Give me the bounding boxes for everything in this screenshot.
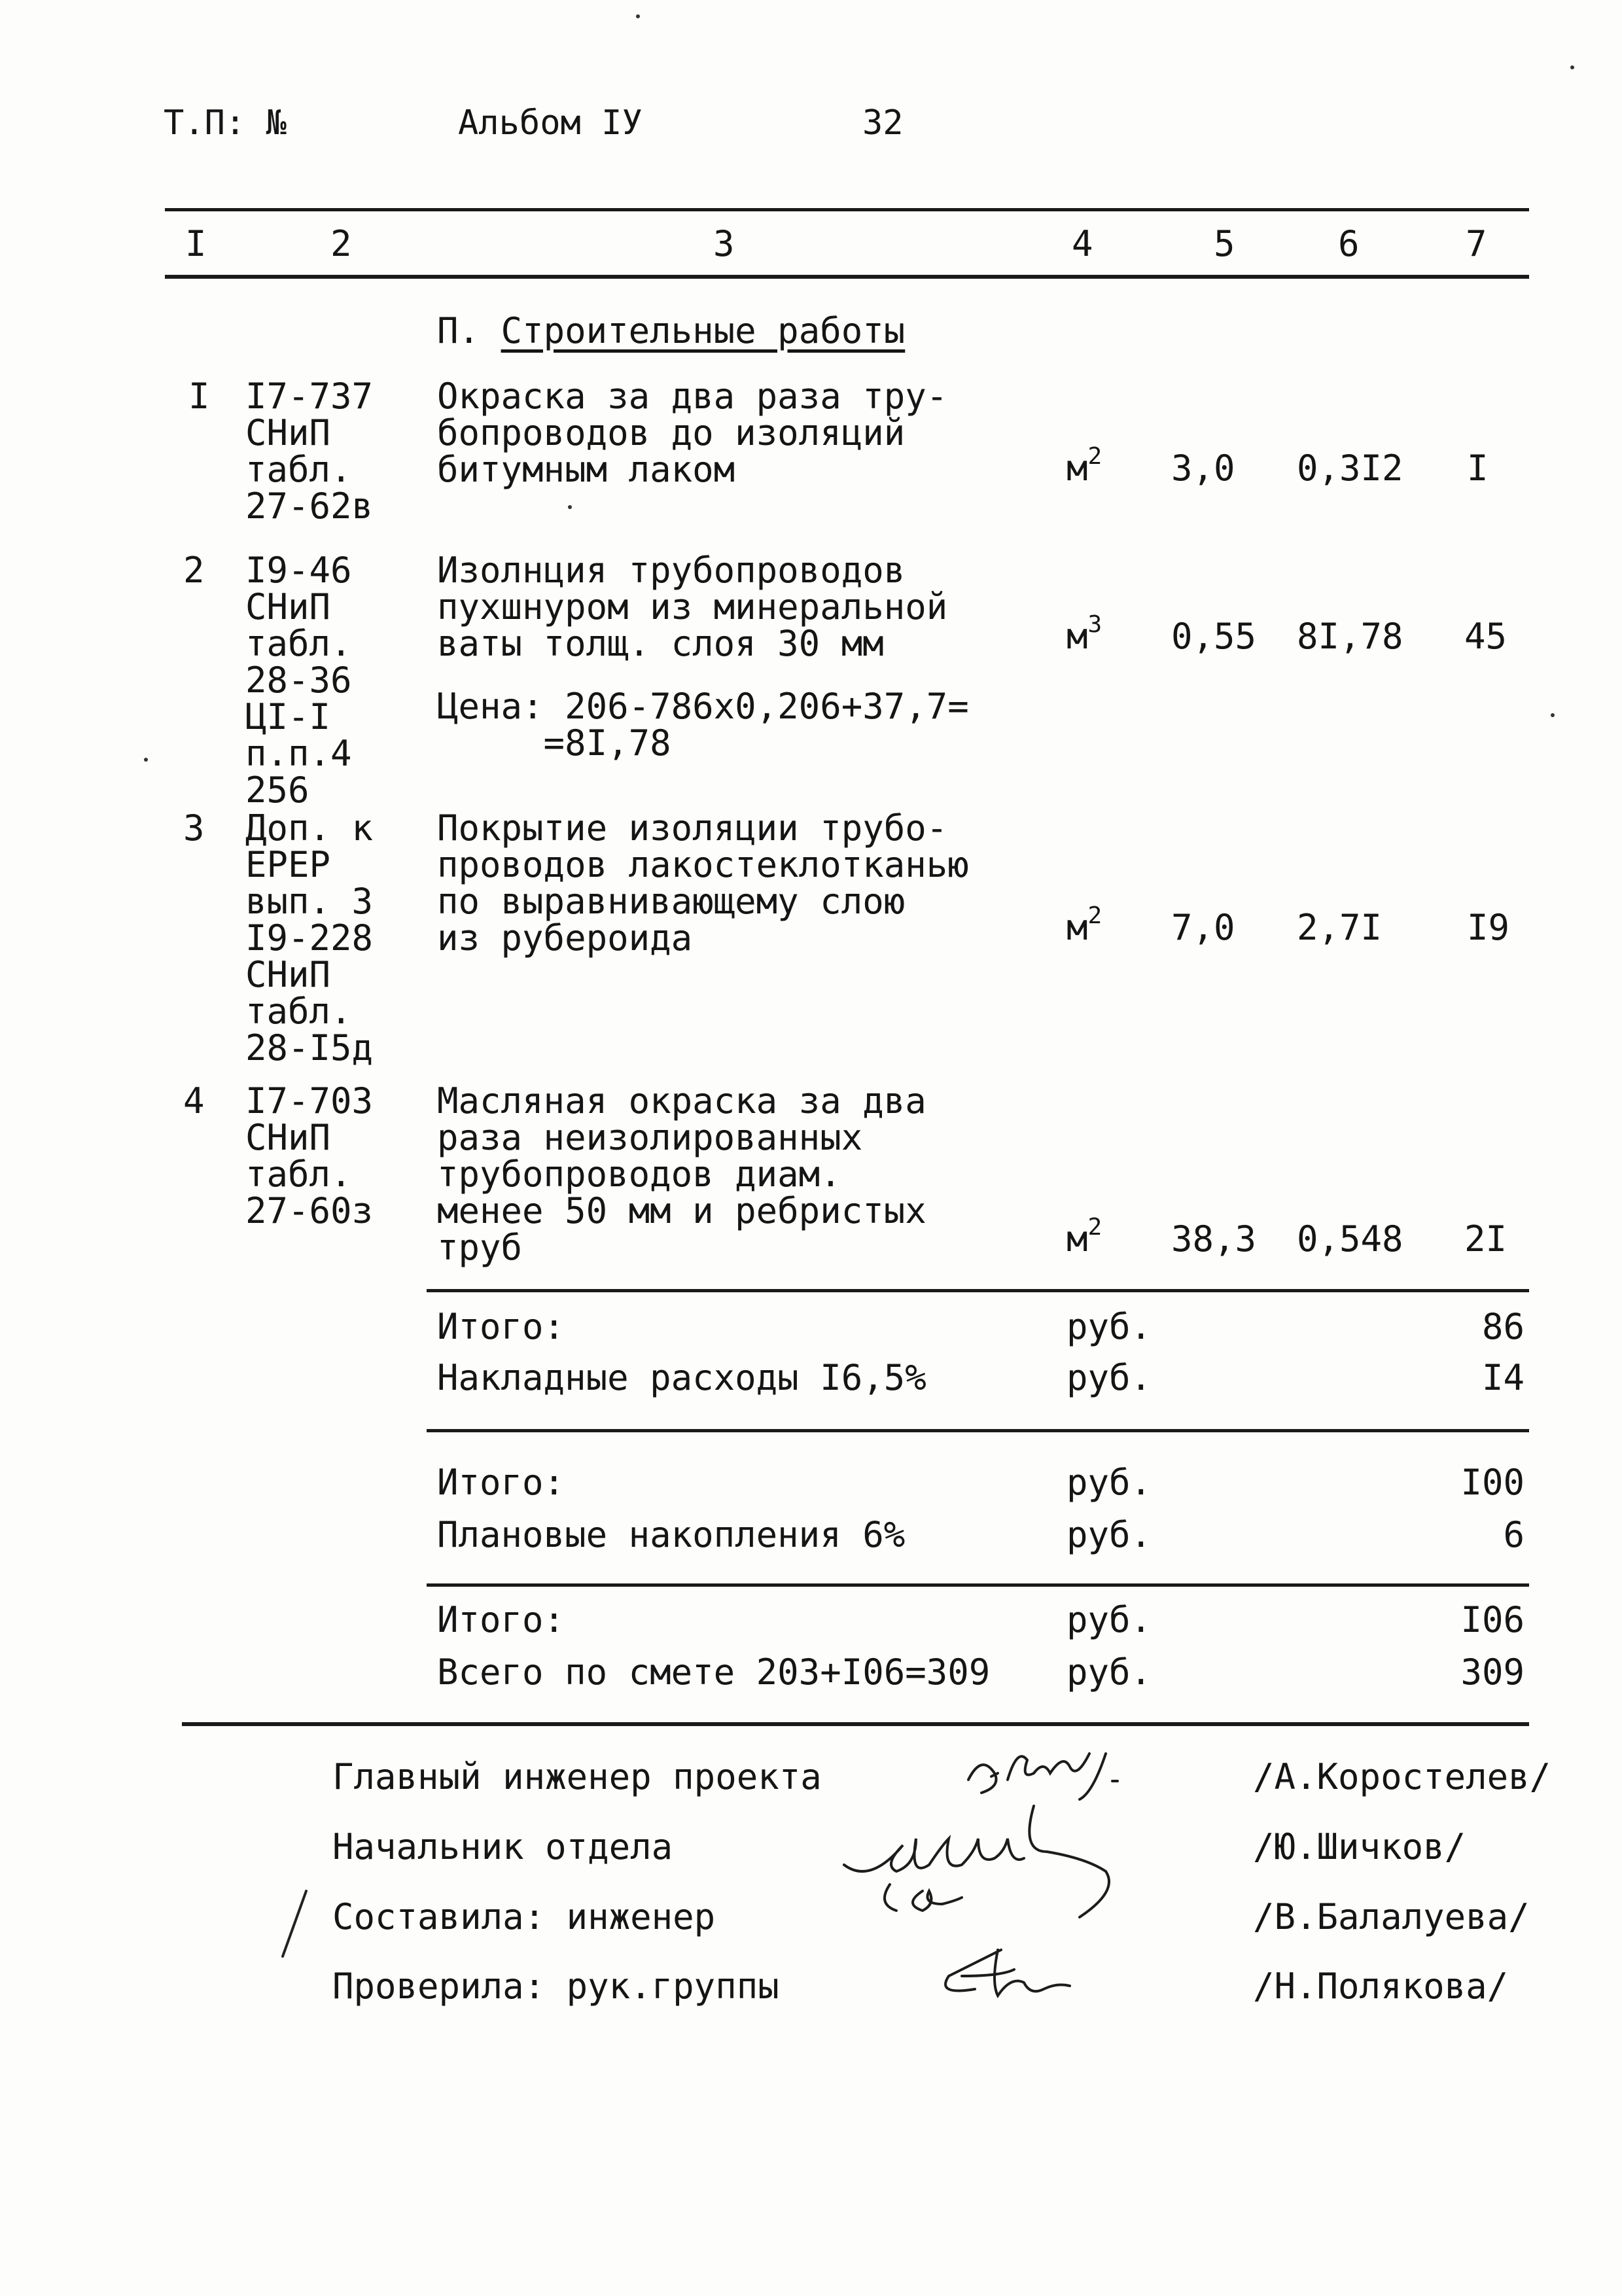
row-2-price: 8I,78 [1297,616,1403,657]
signature-role-1: Главный инженер проекта [332,1756,822,1797]
unit-exponent: 3 [1087,611,1102,638]
unit-exponent: 2 [1087,443,1102,470]
row-2-price-note: Цена: 206-786х0,206+37,7= =8I,78 [437,686,969,764]
totals-unit-4: руб. [1067,1514,1152,1555]
signature-role-2: Начальник отдела [332,1826,673,1867]
totals-value-6: 309 [1460,1651,1525,1693]
row-3-number: 3 [183,807,205,849]
row-2-unit [1067,611,1102,657]
row-3-description: Покрытие изоляции трубо- проводов лакостеклотканью по выравнивающему слою из рубероида [437,807,969,959]
signature-name-3: /В.Балалуева/ [1253,1896,1530,1937]
signature-mark-1 [968,1754,1118,1799]
unit-text: м [1067,907,1088,948]
totals-rule-3 [427,1583,1529,1587]
row-3-reference: Доп. к ЕРЕР вып. 3 I9-228 СНиП табл. 28-I5д [245,807,374,1069]
unit-text: м [1067,1218,1088,1260]
row-1-unit [1067,443,1102,489]
totals-value-3: I00 [1460,1462,1525,1503]
unit-text: м [1067,448,1088,489]
table-header-rule [165,275,1529,279]
table-top-rule [165,208,1529,211]
bottom-rule [182,1722,1529,1726]
row-2-number: 2 [183,550,205,591]
row-1-description: Окраска за два раза тру- бопроводов до изоляций битумным лаком [437,376,948,490]
scan-speck [568,505,572,509]
row-3-unit [1067,902,1102,948]
totals-rule-1 [427,1289,1529,1292]
scan-speck [1570,65,1574,69]
row-1-total: I [1467,448,1489,489]
signature-role-4: Проверила: рук.группы [332,1966,779,2007]
totals-value-4: 6 [1503,1514,1525,1555]
totals-value-5: I06 [1460,1599,1525,1640]
row-2-quantity: 0,55 [1171,616,1257,657]
row-3-quantity: 7,0 [1171,907,1235,948]
row-2-description: Изолнция трубопроводов пухшнуром из минеральной ваты толщ. слоя 30 мм [437,550,948,664]
row-4-total: 2I [1464,1218,1507,1260]
totals-unit-1: руб. [1067,1306,1152,1347]
row-4-price: 0,548 [1297,1218,1403,1260]
col-header-4: 4 [1072,223,1093,264]
totals-label-1: Итого: [437,1306,565,1347]
signature-name-2: /Ю.Шичков/ [1253,1826,1466,1867]
col-header-3: 3 [713,223,735,264]
totals-label-4: Плановые накопления 6% [437,1514,906,1555]
section-title [437,310,906,351]
totals-unit-2: руб. [1067,1357,1152,1398]
unit-exponent: 2 [1087,902,1102,929]
totals-unit-3: руб. [1067,1462,1152,1503]
signature-name-1: /А.Коростелев/ [1253,1756,1551,1797]
signature-mark-4 [945,1950,1070,1996]
row-1-quantity: 3,0 [1171,448,1235,489]
section-prefix: П. [437,310,501,351]
header-tp: Т.П: № [164,103,287,143]
margin-pen-mark [275,1884,314,1963]
totals-label-6: Всего по смете 203+I06=309 [437,1651,991,1693]
col-header-1: I [185,223,207,264]
totals-label-2: Накладные расходы I6,5% [437,1357,926,1398]
totals-unit-5: руб. [1067,1599,1152,1640]
row-1-number: I [188,376,210,417]
totals-value-2: I4 [1481,1357,1525,1398]
col-header-6: 6 [1338,223,1360,264]
totals-label-3: Итого: [437,1462,565,1503]
row-3-total: I9 [1467,907,1510,948]
header-page-number: 32 [862,103,904,143]
section-title-text: Строительные работы [501,310,906,351]
signature-role-3: Составила: инженер [332,1896,716,1937]
scan-speck [1551,713,1555,717]
handwritten-signatures [831,1740,1197,2015]
row-4-description: Масляная окраска за два раза неизолированных трубопроводов диам. менее 50 мм и ребристых труб [437,1080,926,1268]
row-1-price: 0,3I2 [1297,448,1403,489]
col-header-2: 2 [330,223,352,264]
unit-text: м [1067,616,1088,657]
totals-rule-2 [427,1429,1529,1432]
totals-label-5: Итого: [437,1599,565,1640]
row-4-quantity: 38,3 [1171,1218,1257,1260]
scan-speck [144,758,148,762]
signature-mark-3 [885,1884,962,1911]
unit-exponent: 2 [1087,1214,1102,1241]
scan-speck [636,14,640,18]
row-2-total: 45 [1464,616,1507,657]
row-4-reference: I7-703 СНиП табл. 27-60з [245,1080,374,1231]
totals-unit-6: руб. [1067,1651,1152,1693]
row-4-number: 4 [183,1080,205,1122]
row-1-reference: I7-737 СНиП табл. 27-62в [245,376,374,527]
col-header-7: 7 [1466,223,1487,264]
header-album: Альбом IУ [458,103,643,143]
totals-value-1: 86 [1481,1306,1525,1347]
row-3-price: 2,7I [1297,907,1383,948]
signature-name-4: /Н.Полякова/ [1253,1966,1509,2007]
col-header-5: 5 [1214,223,1235,264]
row-4-unit [1067,1214,1102,1260]
row-2-reference: I9-46 СНиП табл. 28-36 ЦI-I п.п.4 256 [245,550,352,811]
